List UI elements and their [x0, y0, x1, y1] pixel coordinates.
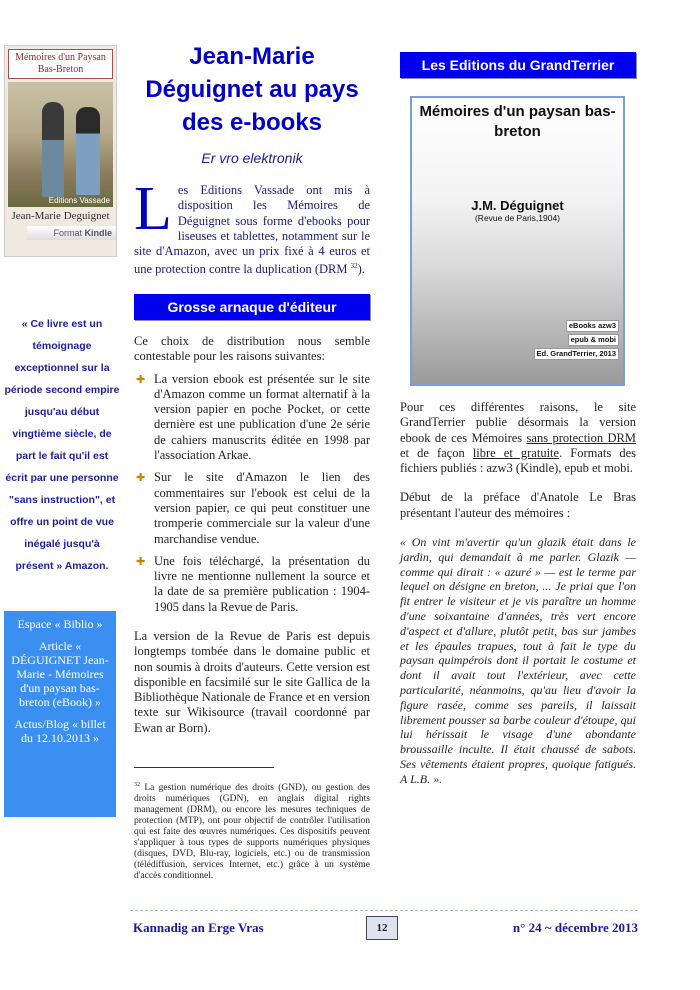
section-heading-grandterrier: Les Editions du GrandTerrier: [400, 52, 636, 78]
cover2-formats-2: epub & mobi: [568, 334, 619, 346]
cover-title: Mémoires d'un Paysan Bas-Breton: [8, 49, 113, 79]
article-title: Jean-Marie Déguignet au pays des e-books: [145, 43, 359, 136]
para-text: . Formats des fichiers publiés : azw3 (Kindle), epub et mobi.: [400, 445, 636, 476]
cover2-formats: eBooks azw3: [566, 320, 619, 332]
para-text: Pour ces différentes raisons, le site GrandTerrier publie désormais la version ebook de ces Mémoires: [400, 400, 636, 445]
format-kindle-badge: [27, 226, 116, 240]
revue-paragraph: La version de la Revue de Paris est depuis longtemps tombée dans le domaine public et non soumis à droits d'auteurs. Cette version est disponible en facsimilé sur le site Gallica de la Bibliothèque Nationale de France et en version texte sur Wikisource (travail coordonné par Ewan ar Born).: [134, 628, 370, 735]
grandterrier-book-cover[interactable]: [410, 96, 625, 386]
intro-text: es Editions Vassade ont mis à disposition les Mémoires de Déguignet sous forme d'ebooks pour liseuses et tablettes, notamment sur le site d'Amazon, avec un prix fixé à 4 euros et une protection contre la duplication (DRM: [134, 183, 370, 277]
free-link[interactable]: libre et gratuite: [472, 445, 560, 460]
footnote-text: La gestion numérique des droits (GND), ou gestion des droits numériques (GDN), en anglais digital rights management (DRM), ou encore les mesures techniques de protection (MTP), ont pour objectif de contrôler l'utilisation qui est faite des œuvres numériques. Ces dispositifs peuvent s'appliquer à tous types de supports numériques physiques (disques, DVD, Blu-ray, logiciels, etc.) ou de transmission (télédiffusion, services Internet, etc.) grâce à un système d'accès conditionnel.: [134, 783, 371, 882]
painted-figure: [76, 107, 100, 195]
choice-text: Ce choix de distribution nous semble contestable pour les raisons suivantes:: [134, 333, 370, 364]
link-blog[interactable]: Actus/Blog « billet du 12.10.2013 »: [14, 717, 106, 745]
middle-column: [134, 40, 370, 736]
bullet-item: [134, 470, 370, 546]
section-heading-arnaque: Grosse arnaque d'éditeur: [134, 294, 370, 320]
preface-quote: « On vint m'avertir qu'un glazik était dans le jardin, qui demandait à me parler. Glazik — comme qui dirait : « azuré » — est le terme par lequel on désigne en breton, ... Je priai que l'on fit entrer le visiteur et je vis paraître un homme d'une soixantaine d'années, très vert encore d'aspect et d'allure, plutôt petit, bas sur jambes et les épaules trapues, tout à fait le type du paysan quimpérois dont il portait le costume et dont il avait tout l'extérieur, avec cette particularité, néanmoins, qu'au lieu d'avoir la figure rasée, comme ses pareils, il laissait librement pousser sa barbe couleur d'étoupe, qui lui hérissait le visage d'une abondante broussaille inculte. Il était chaussé de sabots. Ses vêtements étaient propres, quoique fatigués. A L.B. ».: [400, 535, 636, 786]
bullet-icon: ✚: [136, 555, 146, 568]
bullet-icon: ✚: [136, 472, 146, 485]
bullet-text: Une fois téléchargé, la présentation du livre ne mentionne nullement la source et la date de sa première publication : 1904-1905 dans la Revue de Paris.: [154, 553, 370, 614]
format-value: Kindle: [84, 228, 112, 238]
footnote: [134, 780, 370, 882]
links-box: [4, 611, 116, 817]
kindle-book-cover[interactable]: [4, 45, 117, 257]
format-label: Format: [53, 228, 82, 238]
preface-intro: Début de la préface d'Anatole Le Bras présentant l'auteur des mémoires :: [400, 490, 636, 520]
bullet-item: [134, 554, 370, 615]
reasons-block: [134, 334, 370, 615]
cover2-source: (Revue de Paris,1904): [474, 213, 561, 223]
footnote-number: 32: [134, 782, 140, 788]
page-number: 12: [366, 916, 398, 940]
bullet-icon: ✚: [136, 373, 146, 386]
right-column: [400, 38, 636, 787]
footer-divider: [130, 910, 638, 911]
intro-paragraph: [134, 175, 370, 278]
issue-date: n° 24 ~ décembre 2013: [512, 920, 638, 935]
cover2-edition: Ed. GrandTerrier, 2013: [534, 348, 619, 360]
drm-free-link[interactable]: sans protection DRM: [526, 430, 637, 445]
painted-figure: [42, 102, 64, 197]
left-column: [4, 45, 120, 817]
intro-end: ).: [357, 262, 365, 277]
cover2-author: J.M. Déguignet: [471, 198, 564, 213]
drop-cap: L: [134, 175, 172, 243]
article-subtitle: Er vro elektronik: [201, 150, 303, 166]
cover-painting: [8, 82, 113, 207]
footnote-divider: [134, 767, 274, 768]
cover-author: Jean-Marie Deguignet: [11, 210, 110, 222]
link-biblio[interactable]: Espace « Biblio »: [17, 617, 103, 631]
bullet-text: La version ebook est présentée sur le site d'Amazon comme un format alternatif à la version papier en poche Pocket, or cette dernière est une publication d'une 2e série de cahiers manuscrits éditée en 1998 par l'association Arkae.: [154, 371, 370, 463]
footnote-ref[interactable]: 32: [350, 262, 358, 271]
para-text: et de façon: [400, 445, 473, 460]
amazon-quote: « Ce livre est un témoignage exceptionnel sur la période second empire jusqu'au début vingtième siècle, de part le fait qu'il est écrit par une personne "sans instruction", et offre un point de vue inégalé jusqu'à présent » Amazon.: [4, 318, 120, 572]
link-article[interactable]: Article « DÉGUIGNET Jean-Marie - Mémoires d'un paysan bas-breton (eBook) »: [11, 639, 109, 709]
cover2-title: Mémoires d'un paysan bas-breton: [419, 103, 616, 140]
newsletter-name: Kannadig an Erge Vras: [133, 920, 264, 935]
cover-publisher: Editions Vassade: [48, 196, 110, 205]
grandterrier-paragraph: [400, 400, 636, 476]
bullet-text: Sur le site d'Amazon le lien des commentaires sur l'ebook est celui de la version papier, ce qui peut constituer une tromperie commerciale sur la valeur d'une marchandise vendue.: [154, 470, 370, 546]
bullet-item: [134, 372, 370, 464]
